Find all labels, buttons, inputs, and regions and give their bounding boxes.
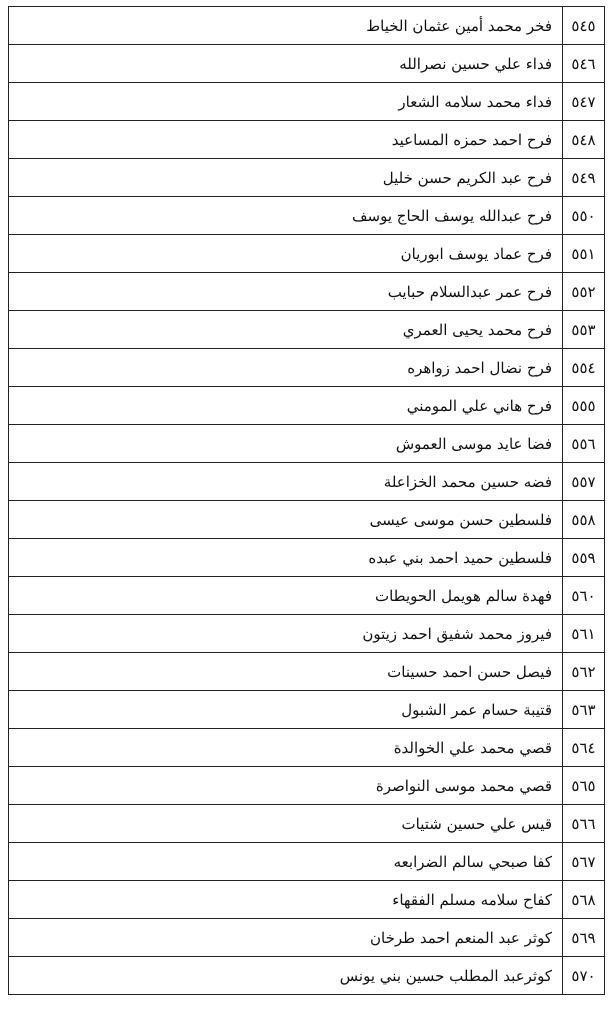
table-row: [9, 387, 605, 425]
names-table: [8, 6, 605, 995]
row-name: كفاح سلامه مسلم الفقهاء: [9, 881, 563, 919]
row-name: فرح عمر عبدالسلام حبايب: [9, 273, 563, 311]
row-name: فيروز محمد شفيق احمد زيتون: [9, 615, 563, 653]
row-name: فرح عبدالله يوسف الحاج يوسف: [9, 197, 563, 235]
row-name: كفا صبحي سالم الضرابعه: [9, 843, 563, 881]
table-row: [9, 957, 605, 995]
table-row: [9, 197, 605, 235]
table-row: [9, 729, 605, 767]
row-name: فداء محمد سلامه الشعار: [9, 83, 563, 121]
row-name: فرح محمد يحيى العمري: [9, 311, 563, 349]
table-row: [9, 83, 605, 121]
row-number: ٥٥٤: [563, 349, 605, 387]
row-number: ٥٦٠: [563, 577, 605, 615]
row-name: قصي محمد موسى النواصرة: [9, 767, 563, 805]
row-name: فضا عايد موسى العموش: [9, 425, 563, 463]
table-row: [9, 691, 605, 729]
row-name: فهدة سالم هويمل الحويطات: [9, 577, 563, 615]
table-row: [9, 273, 605, 311]
row-number: ٥٤٧: [563, 83, 605, 121]
row-name: فضه حسين محمد الخزاعلة: [9, 463, 563, 501]
table-row: [9, 349, 605, 387]
row-number: ٥٥٣: [563, 311, 605, 349]
row-number: ٥٤٨: [563, 121, 605, 159]
table-row: [9, 539, 605, 577]
row-name: قيس علي حسين شتيات: [9, 805, 563, 843]
row-number: ٥٦٦: [563, 805, 605, 843]
table-row: [9, 121, 605, 159]
table-row: [9, 615, 605, 653]
row-number: ٥٦٧: [563, 843, 605, 881]
table-row: [9, 463, 605, 501]
row-number: ٥٥٢: [563, 273, 605, 311]
row-name: فلسطين حسن موسى عيسى: [9, 501, 563, 539]
table-row: [9, 805, 605, 843]
table-row: [9, 7, 605, 45]
row-number: ٥٥٥: [563, 387, 605, 425]
names-table-body: [9, 7, 605, 995]
row-name: فرح نضال احمد زواهره: [9, 349, 563, 387]
table-row: [9, 159, 605, 197]
table-row: [9, 881, 605, 919]
row-number: ٥٦٤: [563, 729, 605, 767]
row-name: فلسطين حميد احمد بني عبده: [9, 539, 563, 577]
row-number: ٥٧٠: [563, 957, 605, 995]
row-name: فخر محمد أمين عثمان الخياط: [9, 7, 563, 45]
table-row: [9, 311, 605, 349]
row-name: فرح عماد يوسف ابوريان: [9, 235, 563, 273]
row-name: فيصل حسن احمد حسينات: [9, 653, 563, 691]
row-name: فداء علي حسين نصرالله: [9, 45, 563, 83]
row-number: ٥٤٥: [563, 7, 605, 45]
row-number: ٥٦٩: [563, 919, 605, 957]
row-name: فرح احمد حمزه المساعيد: [9, 121, 563, 159]
row-name: كوثرعبد المطلب حسين بني يونس: [9, 957, 563, 995]
table-row: [9, 577, 605, 615]
row-number: ٥٤٩: [563, 159, 605, 197]
row-number: ٥٥٦: [563, 425, 605, 463]
table-row: [9, 653, 605, 691]
row-number: ٥٦٣: [563, 691, 605, 729]
table-row: [9, 843, 605, 881]
row-number: ٥٤٦: [563, 45, 605, 83]
table-row: [9, 425, 605, 463]
row-number: ٥٥٧: [563, 463, 605, 501]
table-row: [9, 235, 605, 273]
row-number: ٥٥٠: [563, 197, 605, 235]
row-number: ٥٥٩: [563, 539, 605, 577]
row-number: ٥٥١: [563, 235, 605, 273]
row-name: كوثر عبد المنعم احمد طرخان: [9, 919, 563, 957]
row-number: ٥٦٢: [563, 653, 605, 691]
table-row: [9, 919, 605, 957]
row-name: قصي محمد علي الخوالدة: [9, 729, 563, 767]
table-row: [9, 45, 605, 83]
row-number: ٥٦٨: [563, 881, 605, 919]
row-name: قتيبة حسام عمر الشبول: [9, 691, 563, 729]
table-row: [9, 501, 605, 539]
row-name: فرح هاني علي المومني: [9, 387, 563, 425]
row-number: ٥٦١: [563, 615, 605, 653]
row-number: ٥٦٥: [563, 767, 605, 805]
table-row: [9, 767, 605, 805]
row-name: فرح عبد الكريم حسن خليل: [9, 159, 563, 197]
row-number: ٥٥٨: [563, 501, 605, 539]
